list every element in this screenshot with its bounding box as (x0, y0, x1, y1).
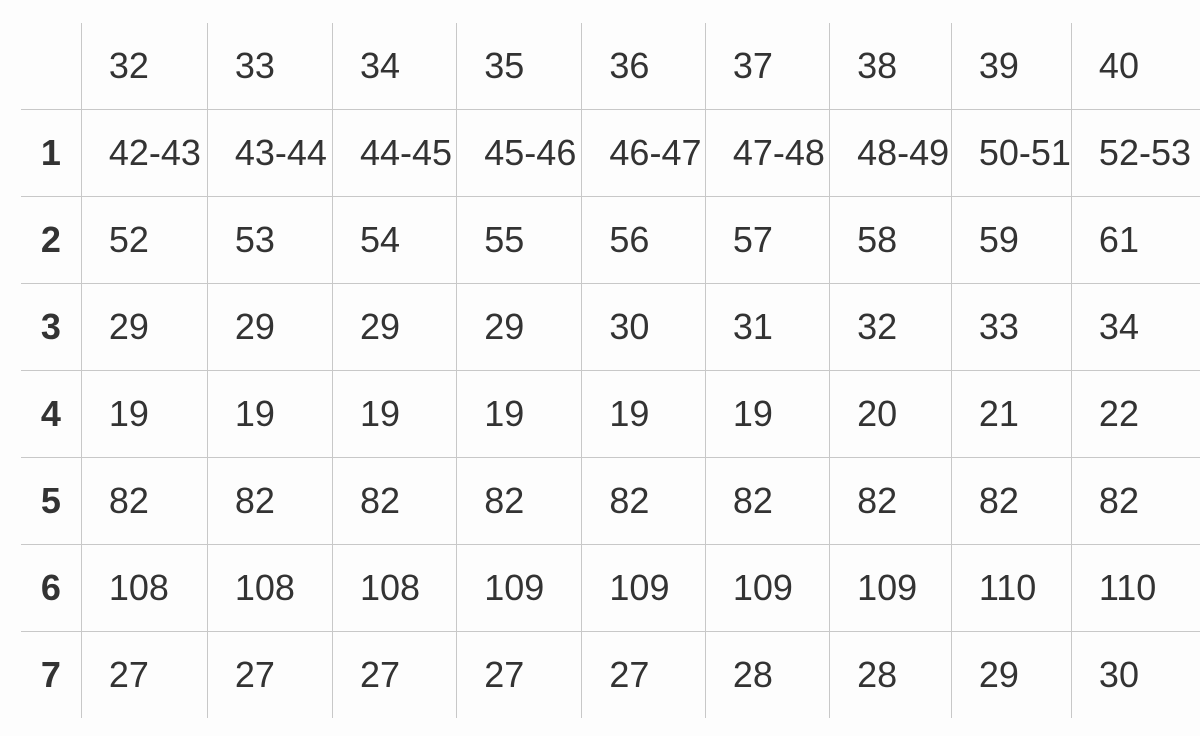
table-cell: 29 (207, 284, 332, 371)
table-cell: 19 (705, 371, 829, 458)
column-header: 32 (81, 23, 207, 110)
table-cell: 110 (951, 545, 1071, 632)
table-cell: 28 (830, 632, 952, 719)
table-cell: 19 (582, 371, 705, 458)
table-row (21, 458, 1200, 545)
table-cell: 82 (207, 458, 332, 545)
table-cell: 30 (582, 284, 705, 371)
size-chart-body (21, 110, 1200, 719)
table-cell: 108 (207, 545, 332, 632)
table-cell: 108 (332, 545, 456, 632)
table-cell: 47-48 (705, 110, 829, 197)
table-cell: 19 (81, 371, 207, 458)
table-cell: 53 (207, 197, 332, 284)
table-cell: 55 (457, 197, 582, 284)
table-cell: 29 (332, 284, 456, 371)
corner-cell (21, 23, 81, 110)
table-cell: 29 (951, 632, 1071, 719)
table-cell: 30 (1071, 632, 1200, 719)
table-cell: 22 (1071, 371, 1200, 458)
table-cell: 82 (951, 458, 1071, 545)
table-row (21, 371, 1200, 458)
row-label: 1 (21, 110, 81, 197)
column-header: 36 (582, 23, 705, 110)
table-cell: 27 (582, 632, 705, 719)
size-chart-container (21, 23, 1200, 718)
table-cell: 32 (830, 284, 952, 371)
table-cell: 108 (81, 545, 207, 632)
table-cell: 54 (332, 197, 456, 284)
table-cell: 59 (951, 197, 1071, 284)
column-header: 37 (705, 23, 829, 110)
column-header: 39 (951, 23, 1071, 110)
column-header: 40 (1071, 23, 1200, 110)
table-cell: 45-46 (457, 110, 582, 197)
table-row (21, 284, 1200, 371)
table-cell: 61 (1071, 197, 1200, 284)
table-cell: 110 (1071, 545, 1200, 632)
header-row (21, 23, 1200, 110)
table-cell: 31 (705, 284, 829, 371)
table-cell: 19 (207, 371, 332, 458)
table-cell: 57 (705, 197, 829, 284)
table-cell: 28 (705, 632, 829, 719)
table-cell: 82 (457, 458, 582, 545)
row-label: 3 (21, 284, 81, 371)
table-row (21, 545, 1200, 632)
table-cell: 19 (457, 371, 582, 458)
table-cell: 19 (332, 371, 456, 458)
table-cell: 82 (830, 458, 952, 545)
column-header: 34 (332, 23, 456, 110)
row-label: 7 (21, 632, 81, 719)
table-cell: 50-51 (951, 110, 1071, 197)
table-cell: 109 (830, 545, 952, 632)
table-cell: 42-43 (81, 110, 207, 197)
table-row (21, 197, 1200, 284)
table-cell: 58 (830, 197, 952, 284)
table-cell: 56 (582, 197, 705, 284)
table-cell: 109 (457, 545, 582, 632)
table-cell: 43-44 (207, 110, 332, 197)
table-cell: 27 (457, 632, 582, 719)
table-cell: 82 (81, 458, 207, 545)
row-label: 5 (21, 458, 81, 545)
column-header: 33 (207, 23, 332, 110)
table-cell: 52-53 (1071, 110, 1200, 197)
size-chart-header (21, 23, 1200, 110)
table-cell: 52 (81, 197, 207, 284)
table-cell: 29 (81, 284, 207, 371)
table-cell: 34 (1071, 284, 1200, 371)
table-row (21, 110, 1200, 197)
row-label: 4 (21, 371, 81, 458)
table-cell: 48-49 (830, 110, 952, 197)
table-cell: 82 (705, 458, 829, 545)
table-cell: 46-47 (582, 110, 705, 197)
table-cell: 82 (332, 458, 456, 545)
column-header: 35 (457, 23, 582, 110)
table-cell: 27 (332, 632, 456, 719)
table-row (21, 632, 1200, 719)
size-chart-table (21, 23, 1200, 718)
table-cell: 82 (582, 458, 705, 545)
table-cell: 27 (81, 632, 207, 719)
column-header: 38 (830, 23, 952, 110)
table-cell: 82 (1071, 458, 1200, 545)
table-cell: 33 (951, 284, 1071, 371)
table-cell: 109 (582, 545, 705, 632)
table-cell: 27 (207, 632, 332, 719)
table-cell: 21 (951, 371, 1071, 458)
row-label: 6 (21, 545, 81, 632)
table-cell: 29 (457, 284, 582, 371)
table-cell: 20 (830, 371, 952, 458)
table-cell: 109 (705, 545, 829, 632)
table-cell: 44-45 (332, 110, 456, 197)
row-label: 2 (21, 197, 81, 284)
